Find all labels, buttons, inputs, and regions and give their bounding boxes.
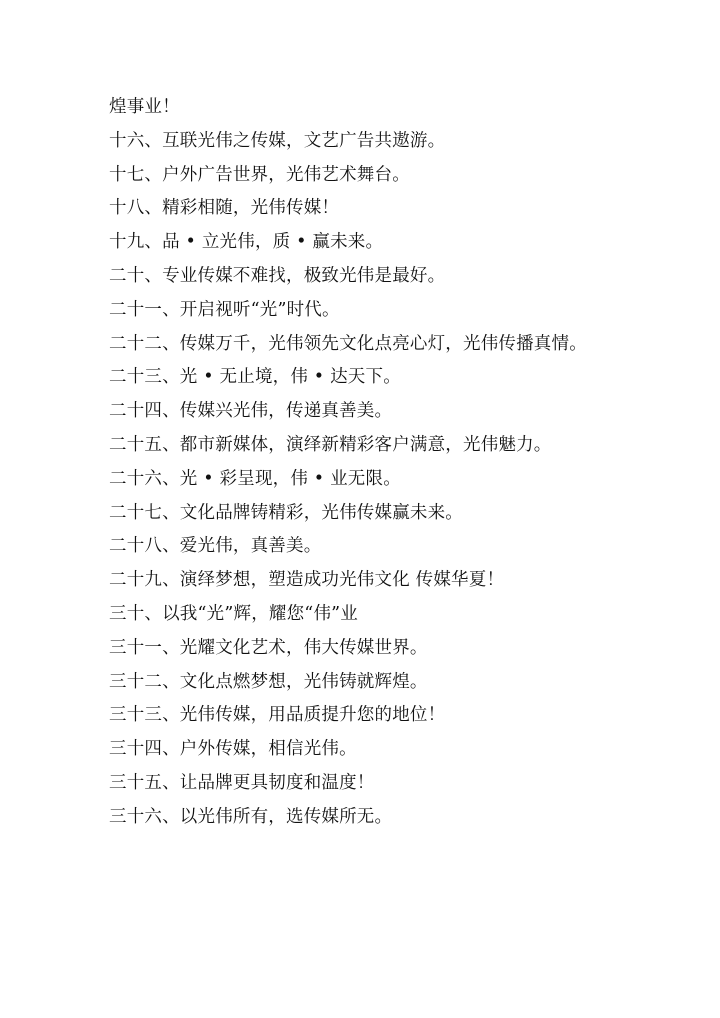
text-line: 二十九、演绎梦想，塑造成功光伟文化 传媒华夏！	[109, 570, 505, 591]
text-line: 二十六、光 • 彩呈现，伟 • 业无限。	[109, 468, 401, 489]
text-line: 三十二、文化点燃梦想，光伟铸就辉煌。	[109, 671, 428, 692]
text-line: 十六、互联光伟之传媒，文艺广告共遨游。	[109, 130, 446, 151]
text-line: 二十二、传媒万千，光伟领先文化点亮心灯，光伟传播真情。	[109, 333, 587, 354]
text-line: 二十四、传媒兴光伟，传递真善美。	[109, 401, 393, 422]
text-line: 三十四、户外传媒，相信光伟。	[109, 739, 357, 760]
text-line: 煌事业！	[109, 97, 180, 117]
text-line: 二十五、都市新媒体，演绎新精彩客户满意，光伟魅力。	[109, 434, 552, 455]
text-line: 三十一、光耀文化艺术，伟大传媒世界。	[109, 637, 428, 658]
text-line: 二十三、光 • 无止境，伟 • 达天下。	[109, 367, 401, 388]
slogan-list	[109, 91, 587, 835]
text-line: 十八、精彩相随，光伟传媒！	[109, 198, 340, 219]
text-line: 三十六、以光伟所有，选传媒所无。	[109, 806, 393, 827]
text-line: 二十七、文化品牌铸精彩，光伟传媒赢未来。	[109, 502, 463, 523]
text-line: 二十、专业传媒不难找，极致光伟是最好。	[109, 265, 446, 286]
text-line: 十七、户外广告世界，光伟艺术舞台。	[109, 164, 410, 185]
text-line: 三十、以我“光”辉，耀您“伟”业	[109, 603, 358, 624]
text-line: 二十一、开启视听“光”时代。	[109, 299, 340, 320]
text-line: 二十八、爱光伟，真善美。	[109, 536, 322, 557]
text-line: 三十三、光伟传媒，用品质提升您的地位！	[109, 705, 446, 726]
text-line: 三十五、让品牌更具韧度和温度！	[109, 772, 375, 793]
text-line: 十九、品 • 立光伟，质 • 赢未来。	[109, 232, 384, 253]
